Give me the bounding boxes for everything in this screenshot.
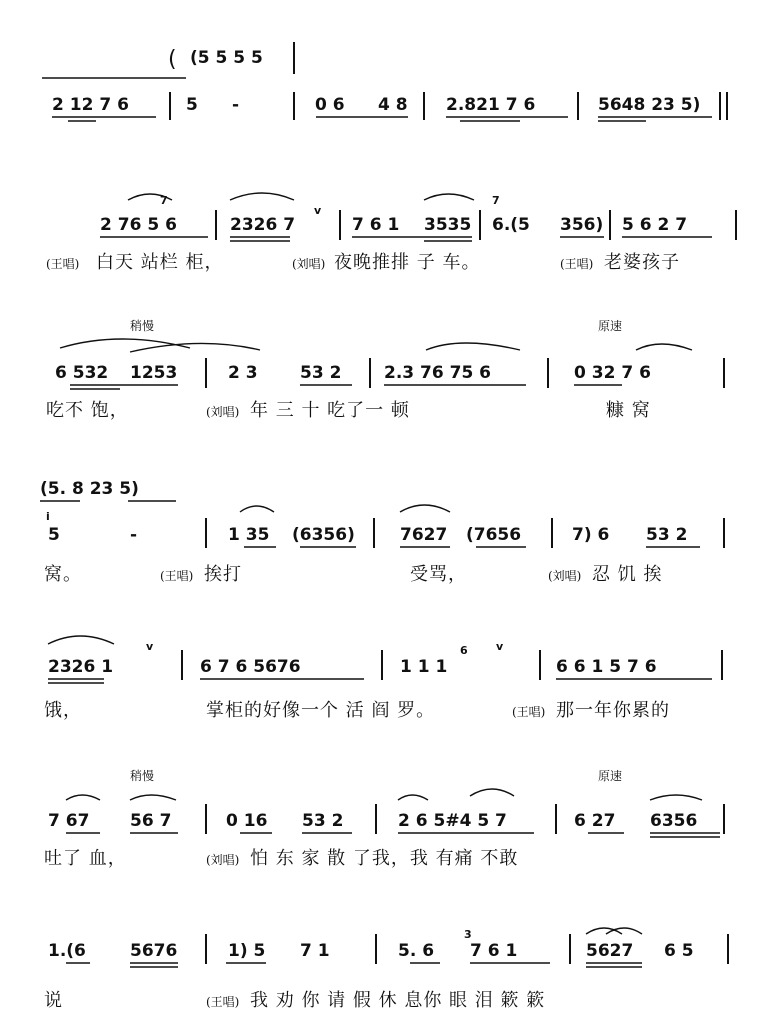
notes-r1-m3b: 4 8 bbox=[378, 95, 408, 115]
notes-r4-m4b: 53 2 bbox=[646, 525, 688, 545]
notes-r1-m2a: 5 bbox=[186, 95, 198, 115]
svg-text:(王唱): (王唱) bbox=[46, 257, 80, 271]
svg-text:v: v bbox=[314, 204, 322, 217]
lyric-r5-a: 饿， bbox=[44, 700, 82, 721]
notes-r7-m4b: 6 5 bbox=[664, 941, 694, 961]
tempo-slower-1: 稍慢 bbox=[130, 319, 155, 333]
notes-r7-m1a: 1.(6 bbox=[48, 941, 86, 961]
lyric-r6-b: 怕 东 家 散 了我，我 有痛 不敢 bbox=[250, 848, 519, 869]
score-row-7 bbox=[44, 928, 728, 1011]
notes-r1-m5: 5648 23 5) bbox=[598, 95, 701, 115]
notes-r2-m4b: 356) bbox=[560, 215, 604, 235]
svg-text:(王唱): (王唱) bbox=[206, 995, 240, 1009]
score-row-3 bbox=[46, 318, 724, 421]
svg-text:3: 3 bbox=[464, 928, 472, 941]
notes-r6-m1a: 7 67 bbox=[48, 811, 90, 831]
svg-text:i: i bbox=[46, 510, 50, 523]
notes-r7-m3a: 5. 6 bbox=[398, 941, 435, 961]
notes-r5-m1: 2326 1 bbox=[48, 657, 114, 677]
notes-r5-m2: 6 7 6 5676 bbox=[200, 657, 301, 677]
notes-r4-m4a: 7) 6 bbox=[572, 525, 610, 545]
notes-r4-m1b: - bbox=[130, 525, 138, 545]
lyric-r6-a: 吐了 血， bbox=[44, 848, 127, 869]
tempo-slower-2: 稍慢 bbox=[130, 769, 155, 783]
notes-r5-m3: 1 1 1 bbox=[400, 657, 448, 677]
svg-text:(王唱): (王唱) bbox=[560, 257, 594, 271]
svg-text:7: 7 bbox=[160, 194, 168, 207]
svg-text:(刘唱): (刘唱) bbox=[206, 405, 240, 419]
notes-r3-m4: 0 32 7 6 bbox=[574, 363, 651, 383]
svg-text:(: ( bbox=[168, 47, 177, 72]
notes-r7-m4a: 5627 bbox=[586, 941, 634, 961]
notes-r1-m3a: 0 6 bbox=[315, 95, 345, 115]
lyric-r7-b: 我 劝 你 请 假 休 息你 眼 泪 簌 簌 bbox=[250, 990, 546, 1011]
lyric-r3-b: 年 三 十 吃了一 顿 bbox=[250, 400, 410, 421]
notes-r7-m2b: 7 1 bbox=[300, 941, 330, 961]
notes-r4-m2a: 1 35 bbox=[228, 525, 270, 545]
lyric-r2-a: 白天 站栏 柜， bbox=[96, 252, 224, 273]
notes-r3-m2b: 53 2 bbox=[300, 363, 342, 383]
lyric-r4-b: 挨打 bbox=[204, 564, 242, 585]
lyric-r7-a: 说 bbox=[44, 990, 63, 1011]
tempo-original-1: 原速 bbox=[598, 319, 623, 333]
lyric-r3-c: 糠 窝 bbox=[606, 400, 651, 421]
lyric-r4-a: 窝。 bbox=[44, 564, 82, 585]
notes-r3-m3: 2.3 76 75 6 bbox=[384, 363, 492, 383]
lyric-r2-c: 老婆孩子 bbox=[604, 252, 680, 273]
lyric-r4-d: 忍 饥 挨 bbox=[592, 564, 663, 585]
tempo-original-2: 原速 bbox=[598, 769, 623, 783]
notes-r7-m3b: 7 6 1 bbox=[470, 941, 518, 961]
lyric-r5-c: 那一年你累的 bbox=[556, 700, 670, 721]
notes-r4-m1a: 5 bbox=[48, 525, 60, 545]
score-row-5 bbox=[44, 636, 722, 721]
notes-r6-m1b: 56 7 bbox=[130, 811, 172, 831]
svg-text:v: v bbox=[496, 640, 504, 653]
lyric-r5-b: 掌柜的好像一个 活 阎 罗。 bbox=[206, 700, 436, 721]
prelude-row-1: (5 5 5 5 bbox=[190, 48, 263, 68]
svg-text:7: 7 bbox=[492, 194, 500, 207]
notes-r7-m1b: 5676 bbox=[130, 941, 178, 961]
svg-text:(刘唱): (刘唱) bbox=[206, 853, 240, 867]
notes-r7-m2a: 1) 5 bbox=[228, 941, 266, 961]
svg-text:6: 6 bbox=[460, 644, 468, 657]
notes-r2-m3a: 7 6 1 bbox=[352, 215, 400, 235]
notes-r6-m4b: 6356 bbox=[650, 811, 698, 831]
notes-r6-m2a: 0 16 bbox=[226, 811, 268, 831]
notes-r3-m2a: 2 3 bbox=[228, 363, 258, 383]
notes-r1-m4: 2.821 7 6 bbox=[446, 95, 536, 115]
notes-r1-m2b: - bbox=[232, 95, 240, 115]
notes-r2-m4a: 6.(5 bbox=[492, 215, 530, 235]
notes-r3-m1a: 6 532 bbox=[55, 363, 109, 383]
notes-r1-m1: 2 12 7 6 bbox=[52, 95, 129, 115]
notes-r5-m4: 6 6 1 5 7 6 bbox=[556, 657, 657, 677]
prelude-row-4: (5. 8 23 5) bbox=[40, 479, 139, 499]
notes-r4-m3b: (7656 bbox=[466, 525, 522, 545]
notes-r2-m3b: 3535 bbox=[424, 215, 472, 235]
svg-text:v: v bbox=[146, 640, 154, 653]
notes-r3-m1b: 1253 bbox=[130, 363, 178, 383]
svg-text:(王唱): (王唱) bbox=[160, 569, 194, 583]
svg-text:(王唱): (王唱) bbox=[512, 705, 546, 719]
lyric-r4-c: 受骂， bbox=[410, 564, 467, 585]
notes-r4-m3a: 7627 bbox=[400, 525, 448, 545]
score-row-6 bbox=[44, 768, 724, 869]
notes-r2-m5: 5 6 2 7 bbox=[622, 215, 688, 235]
notes-r2-m2: 2326 7 bbox=[230, 215, 296, 235]
lyric-r3-a: 吃不 饱， bbox=[46, 400, 129, 421]
notes-r6-m4a: 6 27 bbox=[574, 811, 616, 831]
score-row-4 bbox=[40, 479, 724, 585]
notes-r6-m3: 2 6 5#4 5 7 bbox=[398, 811, 507, 831]
score-row-2 bbox=[46, 193, 736, 273]
notes-r2-m1: 2 76 5 6 bbox=[100, 215, 177, 235]
notes-r6-m2b: 53 2 bbox=[302, 811, 344, 831]
score-row-1 bbox=[42, 42, 727, 121]
svg-text:(刘唱): (刘唱) bbox=[292, 257, 326, 271]
notes-r4-m2b: (6356) bbox=[292, 525, 355, 545]
lyric-r2-b: 夜晚推排 子 车。 bbox=[334, 252, 481, 273]
svg-text:(刘唱): (刘唱) bbox=[548, 569, 582, 583]
